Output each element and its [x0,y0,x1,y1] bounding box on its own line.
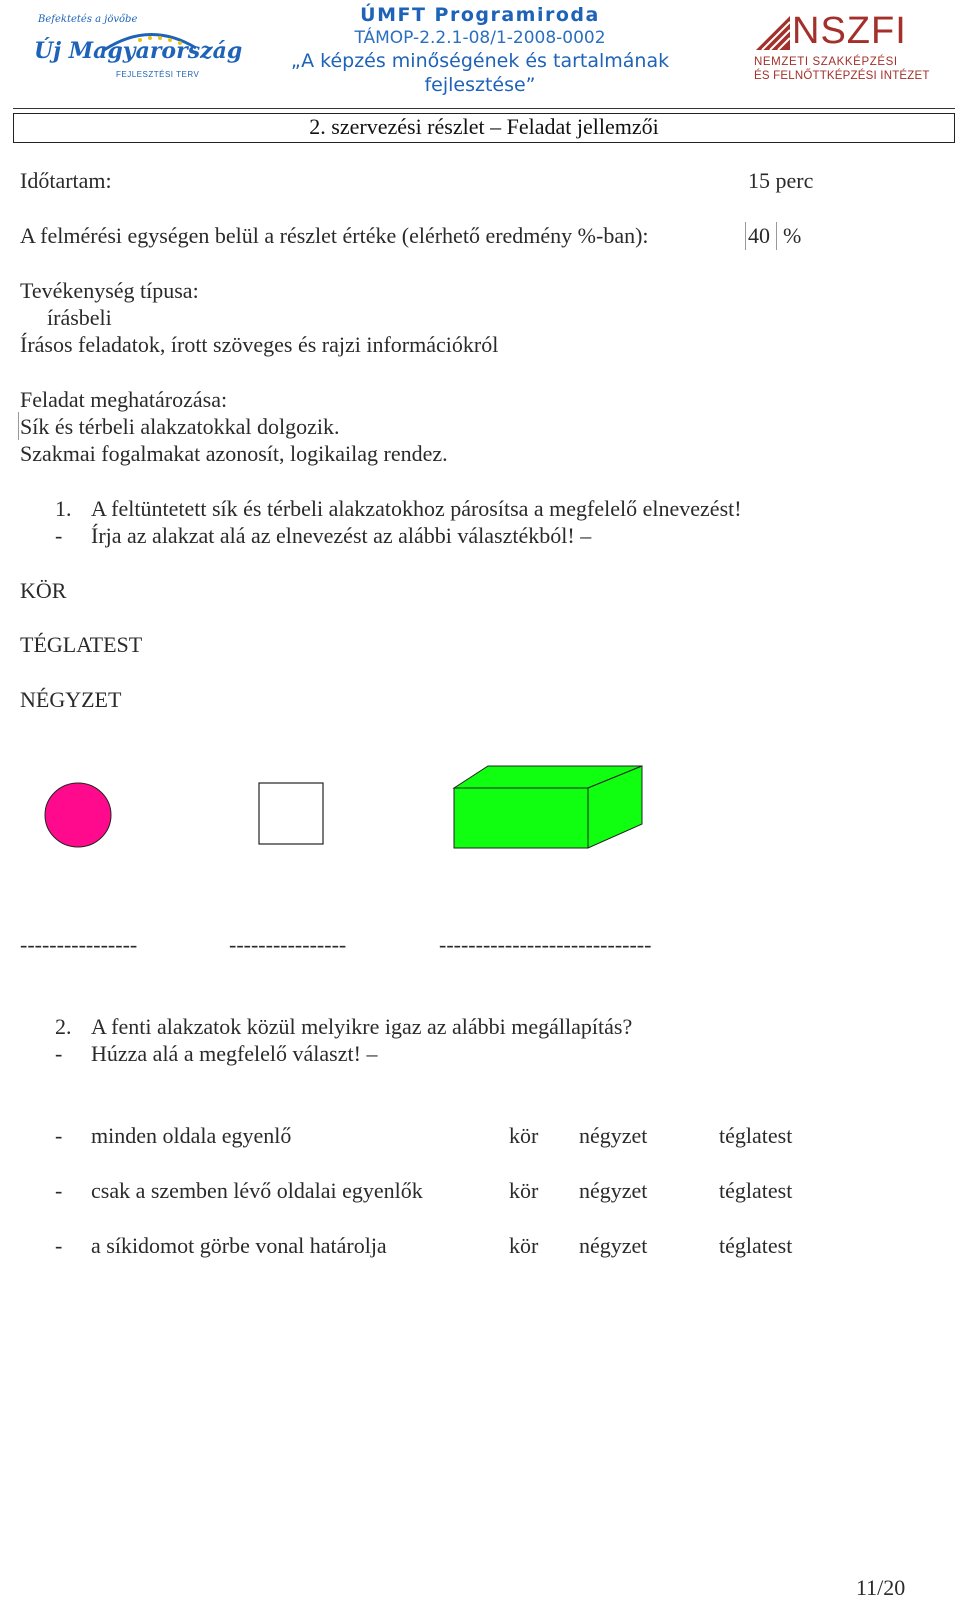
task2-text: A fenti alakzatok közül melyikre igaz az alábbi megállapítás? [91,1014,633,1039]
task2-number: 2. [55,1014,72,1039]
value-share-label: A felmérési egységen belül a részlet értéke (elérhető eredmény %-ban): [20,223,649,248]
choice-teglatest: TÉGLATEST [20,632,143,657]
value-share-value: 40 [748,223,770,248]
option-negyzet[interactable]: négyzet [579,1178,648,1203]
option-teglatest[interactable]: téglatest [719,1233,793,1258]
page-title: 2. szervezési részlet – Feladat jellemzői [309,114,659,139]
option-kor[interactable]: kör [509,1178,539,1203]
statement-text: a síkidomot görbe vonal határolja [91,1233,387,1258]
option-teglatest[interactable]: téglatest [719,1123,793,1148]
task2-instruction-dash: - [55,1041,63,1066]
activity-description: Írásos feladatok, írott szöveges és rajzi információkról [20,332,499,357]
square-shape [259,783,323,844]
option-teglatest[interactable]: téglatest [719,1178,793,1203]
right-logo-big-text: NSZFI [792,10,907,52]
option-negyzet[interactable]: négyzet [579,1123,648,1148]
activity-type: írásbeli [47,305,112,330]
task2-instruction: Húzza alá a megfelelő választ! – [91,1041,378,1066]
cuboid-front-face [454,788,588,848]
answer-blank-2[interactable]: ---------------- [229,932,347,957]
choice-negyzet: NÉGYZET [20,687,122,712]
task1-number: 1. [55,496,72,521]
activity-label: Tevékenység típusa: [20,278,199,303]
right-logo-line1: NEMZETI SZAKKÉPZÉSI [754,56,898,68]
left-logo-big-text: Új Magyarország [34,38,243,64]
task1-instruction: Írja az alakzat alá az elnevezést az alábbi választékból! – [91,523,592,548]
left-logo-sub-text: FEJLESZTÉSI TERV [116,70,200,79]
statement-text: minden oldala egyenlő [91,1123,292,1148]
statement-dash: - [55,1123,63,1148]
task1-instruction-dash: - [55,523,63,548]
value-share-bar-left [745,222,746,250]
page-number: 11/20 [856,1575,906,1600]
shape-cuboid [450,762,646,852]
header-project-title-2: fejlesztése” [424,74,536,96]
nszfi-emblem-icon [756,16,790,50]
answer-blank-3[interactable]: ----------------------------- [439,932,652,957]
statement-text: csak a szemben lévő oldalai egyenlők [91,1178,423,1203]
header-program-office: ÚMFT Programiroda [360,4,600,26]
task1-text: A feltüntetett sík és térbeli alakzatokhoz párosítsa a megfelelő elnevezést! [91,496,742,521]
statement-dash: - [55,1233,63,1258]
circle-shape [45,783,111,847]
header-project-title-1: „A képzés minőségének és tartalmának [290,50,670,72]
shape-circle [40,780,116,852]
task-definition-line-2: Szakmai fogalmakat azonosít, logikailag rendez. [20,441,448,466]
header-project-code: TÁMOP-2.2.1-08/1-2008-0002 [354,28,606,48]
right-logo [752,10,930,84]
statement-dash: - [55,1178,63,1203]
task-definition-line-1: Sík és térbeli alakzatokkal dolgozik. [20,414,340,439]
right-logo-line2: ÉS FELNŐTTKÉPZÉSI INTÉZET [754,70,930,82]
shape-square [255,780,329,848]
option-negyzet[interactable]: négyzet [579,1233,648,1258]
choice-kor: KÖR [20,578,67,603]
task-definition-bar [18,412,19,440]
duration-label: Időtartam: [20,168,112,193]
header-rule [13,108,955,109]
value-share-unit: % [783,223,802,248]
answer-blank-1[interactable]: ---------------- [20,932,138,957]
task-definition-label: Feladat meghatározása: [20,387,228,412]
option-kor[interactable]: kör [509,1123,539,1148]
left-logo-small-text: Befektetés a jövőbe [38,14,138,25]
value-share-bar-right [776,222,777,250]
duration-value: 15 perc [748,168,814,193]
option-kor[interactable]: kör [509,1233,539,1258]
